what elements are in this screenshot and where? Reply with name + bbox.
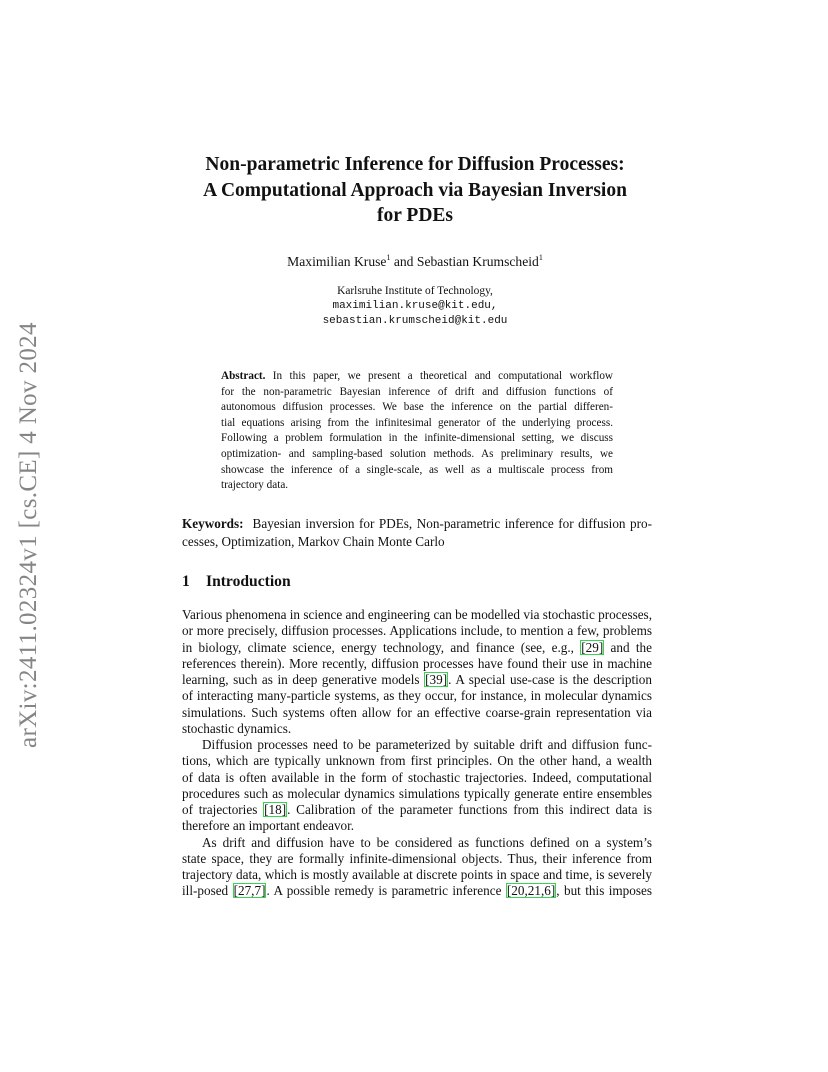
affiliation-marker: 1 <box>538 253 543 262</box>
body-line: Various phenomena in science and engineering can be modelled via stochastic processes, <box>182 607 652 622</box>
affiliation-block <box>200 284 630 329</box>
abstract <box>221 369 613 494</box>
body-line: simulations. Such systems often allow for an effective coarse-grain representation via <box>182 704 652 720</box>
abstract-line: trajectory data. <box>221 479 289 492</box>
body-line: Diffusion processes need to be parameterized by suitable drift and diffusion func- <box>202 737 652 752</box>
abstract-line: optimization- and sampling-based solution methods. As preliminary results, we <box>221 447 613 460</box>
arxiv-stamp-text: arXiv:2411.02324v1 [cs.CE] 4 Nov 2024 <box>15 322 42 748</box>
body-line: of interacting many-particle systems, as they occur, for instance, in molecular dynamics <box>182 688 652 704</box>
title-line-2: A Computational Approach via Bayesian Inversion <box>203 179 627 201</box>
abstract-line: autonomous diffusion processes. We base the inference on the partial differen- <box>221 401 613 414</box>
keywords-line: cesses, Optimization, Markov Chain Monte Carlo <box>182 534 445 549</box>
body-line: references therein). More recently, diffusion processes have found their use in machine <box>182 655 652 671</box>
section-number: 1 <box>182 573 190 590</box>
keywords-line: Keywords: Bayesian inversion for PDEs, Non-parametric inference for diffusion pro- <box>182 516 652 531</box>
citation-link[interactable]: [29] <box>581 639 604 655</box>
body-line: learning, such as in deep generative models [39]. A special use-case is the description <box>182 672 652 687</box>
introduction-body <box>182 607 652 900</box>
citation-link[interactable]: [39] <box>425 672 448 687</box>
author-list <box>150 254 680 270</box>
institution-name: Karlsruhe Institute of Technology, <box>337 285 493 297</box>
section-heading <box>182 573 291 591</box>
citation-link[interactable]: [20,21,6] <box>506 883 556 899</box>
abstract-line: for the non-parametric Bayesian inference of drift and diffusion functions of <box>221 385 613 398</box>
body-line: therefore an important endeavor. <box>182 818 355 834</box>
author-connector: and <box>390 254 417 269</box>
body-line: state space, they are formally infinite-dimensional objects. Thus, their inference from <box>182 850 652 866</box>
paper-title <box>150 152 680 229</box>
author-name: Maximilian Kruse <box>287 254 387 269</box>
section-title: Introduction <box>206 573 291 590</box>
abstract-line: Following a problem formulation in the infinite-dimensional setting, we discuss <box>221 432 613 445</box>
body-line: or more precisely, diffusion processes. Applications include, to mention a few, problems <box>182 623 652 639</box>
abstract-line: Abstract. In this paper, we present a theoretical and computational workflow <box>221 370 613 382</box>
body-line: in biology, climate science, energy technology, and finance (see, e.g., [29] and the <box>182 639 652 655</box>
abstract-label: Abstract. <box>221 370 266 382</box>
citation-link[interactable]: [27,7] <box>233 883 266 899</box>
title-line-3: for PDEs <box>376 205 453 226</box>
author-name: Sebastian Krumscheid <box>416 254 539 269</box>
author-email: maximilian.kruse@kit.edu, <box>332 300 498 312</box>
body-line: of trajectories [18]. Calibration of the parameter functions from this indirect data is <box>182 802 652 817</box>
keywords-label: Keywords: <box>182 516 244 531</box>
title-line-1: Non-parametric Inference for Diffusion Processes: <box>205 154 625 175</box>
body-line: procedures such as molecular dynamics simulations typically generate entire ensembles <box>182 785 652 801</box>
author-email: sebastian.krumscheid@kit.edu <box>322 315 508 327</box>
abstract-line: showcase the inference of a single-scale, as well as a multiscale process from <box>221 463 613 476</box>
body-line: As drift and diffusion have to be considered as functions defined on a system’s <box>202 834 652 850</box>
body-line: ill-posed [27,7]. A possible remedy is parametric inference [20,21,6], but this imposes <box>182 883 652 899</box>
body-line: tions, which are typically unknown from first principles. On the other hand, a wealth <box>182 753 652 769</box>
body-line: trajectory data, which is mostly available at discrete points in space and time, is severely <box>182 867 652 882</box>
body-line: of data is often available in the form of stochastic trajectories. Indeed, computational <box>182 769 652 785</box>
citation-link[interactable]: [18] <box>264 802 287 817</box>
keywords <box>182 515 652 551</box>
affiliation-marker: 1 <box>386 253 391 262</box>
body-line: stochastic dynamics. <box>182 720 292 736</box>
abstract-line: tial equations arising from the infinitesimal generator of the underlying process. <box>221 416 613 429</box>
